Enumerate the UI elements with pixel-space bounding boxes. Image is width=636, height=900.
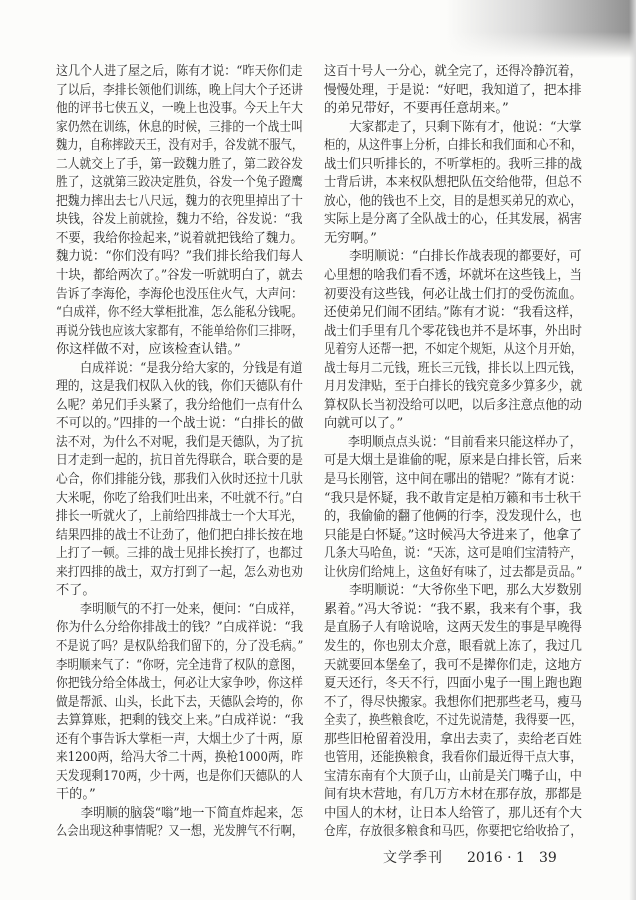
- text-line: 块钱，谷发上前就捡，魏力不给，谷发说：“我: [56, 212, 303, 228]
- text-line: 可是大烟土是谁偷的呢，原来是白排长管，后来: [324, 453, 582, 469]
- text-line: 排长一听就火了，上前给四排战士一个大耳光，: [56, 509, 303, 525]
- paragraph: [56, 360, 303, 601]
- text-line: 不了。: [56, 583, 96, 599]
- issue-number: 2016 · 1: [467, 850, 525, 866]
- paragraph: [56, 601, 303, 805]
- text-line: 上打了一顿。三排的战士见排长挨打了，也都过: [56, 546, 303, 562]
- text-line: 你把钱分给全体战士，何必让大家争吵，你这样: [56, 676, 303, 692]
- text-line: 那些旧枪留着没用，拿出去卖了，卖给老百姓: [324, 731, 582, 747]
- paragraph: [56, 63, 303, 360]
- paragraph: [324, 119, 582, 249]
- text-line: 李明顺气的不打一处来，便问：“白成祥，: [80, 601, 303, 617]
- text-line: 你为什么分给你排战士的钱？”白成祥说：“我: [56, 620, 304, 636]
- text-line: 战士们手里有几个零花钱也并不是坏事，外出时: [324, 323, 582, 339]
- text-line: 结果四排的战士不让劲了，他们把白排长按在地: [56, 527, 303, 543]
- text-line: 法不对，为什么不对呢，我们是天德队，为了抗: [56, 434, 303, 450]
- text-line: 你这样做不对，应该检查认错。”: [56, 342, 241, 358]
- text-line: 白成祥说：“是我分给大家的，分钱是有道: [80, 360, 303, 376]
- text-line: 二人就交上了手，第一跤魏力胜了，第二跤谷发: [56, 156, 303, 172]
- text-line: 了以后，李排长领他们训练，晚上闫大个子还讲: [56, 82, 303, 98]
- text-line: 李明顺点点头说：“目前看来只能这样办了，: [347, 434, 582, 450]
- text-line: 夏天还行，冬天不行，四面小鬼子一围上跑也跑: [324, 676, 582, 692]
- text-line: 李明顺说：“白排长作战表现的都要好，可: [349, 249, 582, 265]
- text-line: 向就可以了。”: [324, 416, 404, 432]
- text-line: 干的。”: [56, 787, 96, 803]
- paragraph: [56, 805, 303, 842]
- text-line: 李明顺说：“大爷你坐下吧，那么大岁数别: [349, 583, 582, 599]
- text-line: 魏力说：“你们没有吗？”我们排长给我们每人: [56, 249, 304, 265]
- text-line: 算权队长当初没给可以吧，以后多注意点他的动: [324, 397, 582, 413]
- text-line: 魏力，自称摔跤天王，没有对手，谷发就不服气，: [56, 138, 304, 154]
- text-line: 也管用，还能换粮食，我看你们最近得干点大事，: [324, 750, 583, 766]
- text-line: 么会出现这种事情呢？又一想，光发脾气不行啊，: [56, 824, 304, 840]
- page-edge-shadow: [629, 0, 636, 900]
- text-line: 天就要回本堡垒了，我可不是撵你们走，这地方: [324, 657, 582, 673]
- text-line: 的弟兄带好，不要再任意胡来。”: [324, 101, 509, 117]
- text-line: 心合，你们排能分钱，那我们入伙时还拉十几驮: [56, 472, 303, 488]
- text-line: 累着。”冯大爷说：“我不累，我来有个事，我: [324, 601, 582, 617]
- text-line: 是直肠子人有啥说啥，这两天发生的事是早晚得: [324, 620, 582, 636]
- text-line: 还有个事告诉大掌柜一声，大烟土少了十两，原: [56, 731, 303, 747]
- text-line: 是马长刚管，这中间在哪出的错呢？”陈有才说：: [324, 472, 582, 488]
- text-line: 这几个人进了屋之后，陈有才说：“昨天你们走: [56, 64, 303, 79]
- text-line: 放心，他的钱也不上交，目的是想买弟兄的欢心，: [324, 193, 583, 209]
- text-line: 天发现剩170两，少十两，也是你们天德队的人: [56, 768, 303, 784]
- text-line: 么呢？弟兄们手头紧了，我分给他们一点有什么: [56, 397, 303, 413]
- text-line: 见着穷人还帮一把，不如定个规矩，从这个月开始，: [324, 342, 583, 358]
- text-line: 做是帮派、山头，长此下去，天德队会垮的，你: [56, 694, 303, 710]
- text-line: 他的评书七侠五义，一晚上也没事。今天上午大: [56, 101, 303, 117]
- text-line: 几条大马哈鱼，说：“天冻，这可是咱们宝清特产，: [324, 546, 582, 562]
- text-line: 来打四排的战士，双方打到了一起，怎么劝也劝: [56, 564, 303, 580]
- text-line: 让伙房们给炖上，这鱼好有味了，过去都是贡品。”: [324, 564, 583, 580]
- paragraph: [324, 434, 582, 582]
- paragraph: [324, 582, 582, 842]
- text-line: 无穷啊。”: [324, 230, 377, 246]
- text-line: 日才走到一起的，抗日首先得联合，联合要的是: [56, 453, 303, 469]
- text-line: 间有块木营地，有几万方木材在那存放，那都是: [324, 787, 582, 803]
- text-line: “我只是怀疑，我不敢肯定是柏万籁和韦士秋干: [324, 490, 582, 506]
- text-line: 的，我偷偷的翻了他俩的行李，没发现什么，也: [324, 509, 582, 525]
- text-line: 士背后讲，本来权队想把队伍交给他带，但总不: [324, 175, 582, 191]
- text-line: 不了，得尽快搬家。我想你们把那些老马，瘦马: [324, 694, 582, 710]
- text-line: 不要，我给你捡起来，”说着就把钱给了魏力。: [56, 230, 303, 246]
- text-line: 发生的，你也别太介意，眼看就上冻了，我过几: [324, 638, 582, 654]
- paragraph: [324, 248, 582, 433]
- text-line: 去算算账，把剩的钱交上来。”白成祥说：“我: [56, 713, 304, 729]
- text-line: 宝清东南有个大顶子山，山前是关门嘴子山，中: [324, 768, 582, 784]
- text-line: 全卖了，换些粮食吃，不过先说清楚，我得要一匹，: [324, 713, 583, 729]
- text-line: 中国人的木材，让日本人给管了，那儿还有个大: [324, 805, 582, 821]
- text-line: 把魏力摔出去七八尺远，魏力的衣兜里掉出了十: [56, 193, 303, 209]
- text-line: 不是说了吗？是权队给我们留下的，分了没毛病。”: [56, 638, 304, 654]
- scan-shadow: [446, 0, 636, 58]
- text-line: 柜的，从这件事上分析，白排长和我们面和心不和，: [324, 138, 583, 154]
- text-line: 告诉了李海伦，李海伦也没压住火气，大声问：: [56, 286, 303, 302]
- text-line: 不可以的。”四排的一个战士说：“白排长的做: [56, 416, 304, 432]
- text-line: 大家都走了，只剩下陈有才，他说：“大掌: [349, 119, 582, 135]
- text-line: 胜了，这就第三跤决定胜负，谷发一个兔子蹬鹰: [56, 175, 303, 191]
- page-number: 39: [539, 850, 557, 866]
- text-line: 大米呢，你吃了给我们吐出来，不吐就不行。”白: [56, 490, 304, 506]
- text-line: 心里想的啥我们看不透，坏就坏在这些钱上，当: [324, 268, 582, 284]
- text-line: 十块，都给两次了。”谷发一听就明白了，就去: [56, 268, 303, 284]
- text-line: “白成祥，你不经大掌柜批准，怎么能私分钱呢。: [56, 305, 303, 321]
- text-line: 初要没有这些钱，何必让战士们打的受伤流血。: [324, 286, 582, 302]
- text-line: 月月发津贴，至于白排长的钱究竟多少算多少，就: [324, 379, 583, 395]
- text-line: 李明顺来气了：“你呀，完全违背了权队的意图，: [56, 657, 303, 673]
- paragraph: [324, 63, 582, 119]
- right-column: [324, 63, 582, 842]
- text-line: 来1200两，给冯大爷二十两，换枪1000两，昨: [56, 750, 304, 766]
- text-line: 李明顺的脑袋“嗡”地一下简直炸起来，怎: [80, 805, 304, 821]
- text-line: 这百十号人一分心，就全完了，还得冷静沉着，: [324, 64, 582, 79]
- text-line: 战士们只听排长的，不听掌柜的。我听三排的战: [324, 156, 582, 172]
- text-line: 实际上是分离了全队战士的心，任其发展，祸害: [324, 212, 582, 228]
- text-line: 只能是白怀疑。”这时候冯大爷进来了，他拿了: [324, 527, 582, 543]
- text-line: 战士每月二元钱，班长三元钱，排长以上四元钱，: [324, 360, 583, 376]
- text-line: 家仍然在训练，休息的时候，三排的一个战士叫: [56, 119, 303, 135]
- magazine-title: 文学季刊: [383, 850, 443, 866]
- text-line: 仓库，存放很多粮食和马匹，你要把它给收拾了，: [324, 824, 583, 840]
- text-line: 理的，这是我们权队入伙的钱，你们天德队有什: [56, 379, 303, 395]
- left-column: [56, 63, 303, 842]
- text-line: 还使弟兄们闹不团结。”陈有才说：“我看这样，: [324, 305, 582, 321]
- text-line: 慢慢处理，于是说：“好吧，我知道了，把本排: [324, 82, 582, 98]
- text-line: 再说分钱也应该大家都有，不能单给你们三排呀，: [56, 323, 304, 339]
